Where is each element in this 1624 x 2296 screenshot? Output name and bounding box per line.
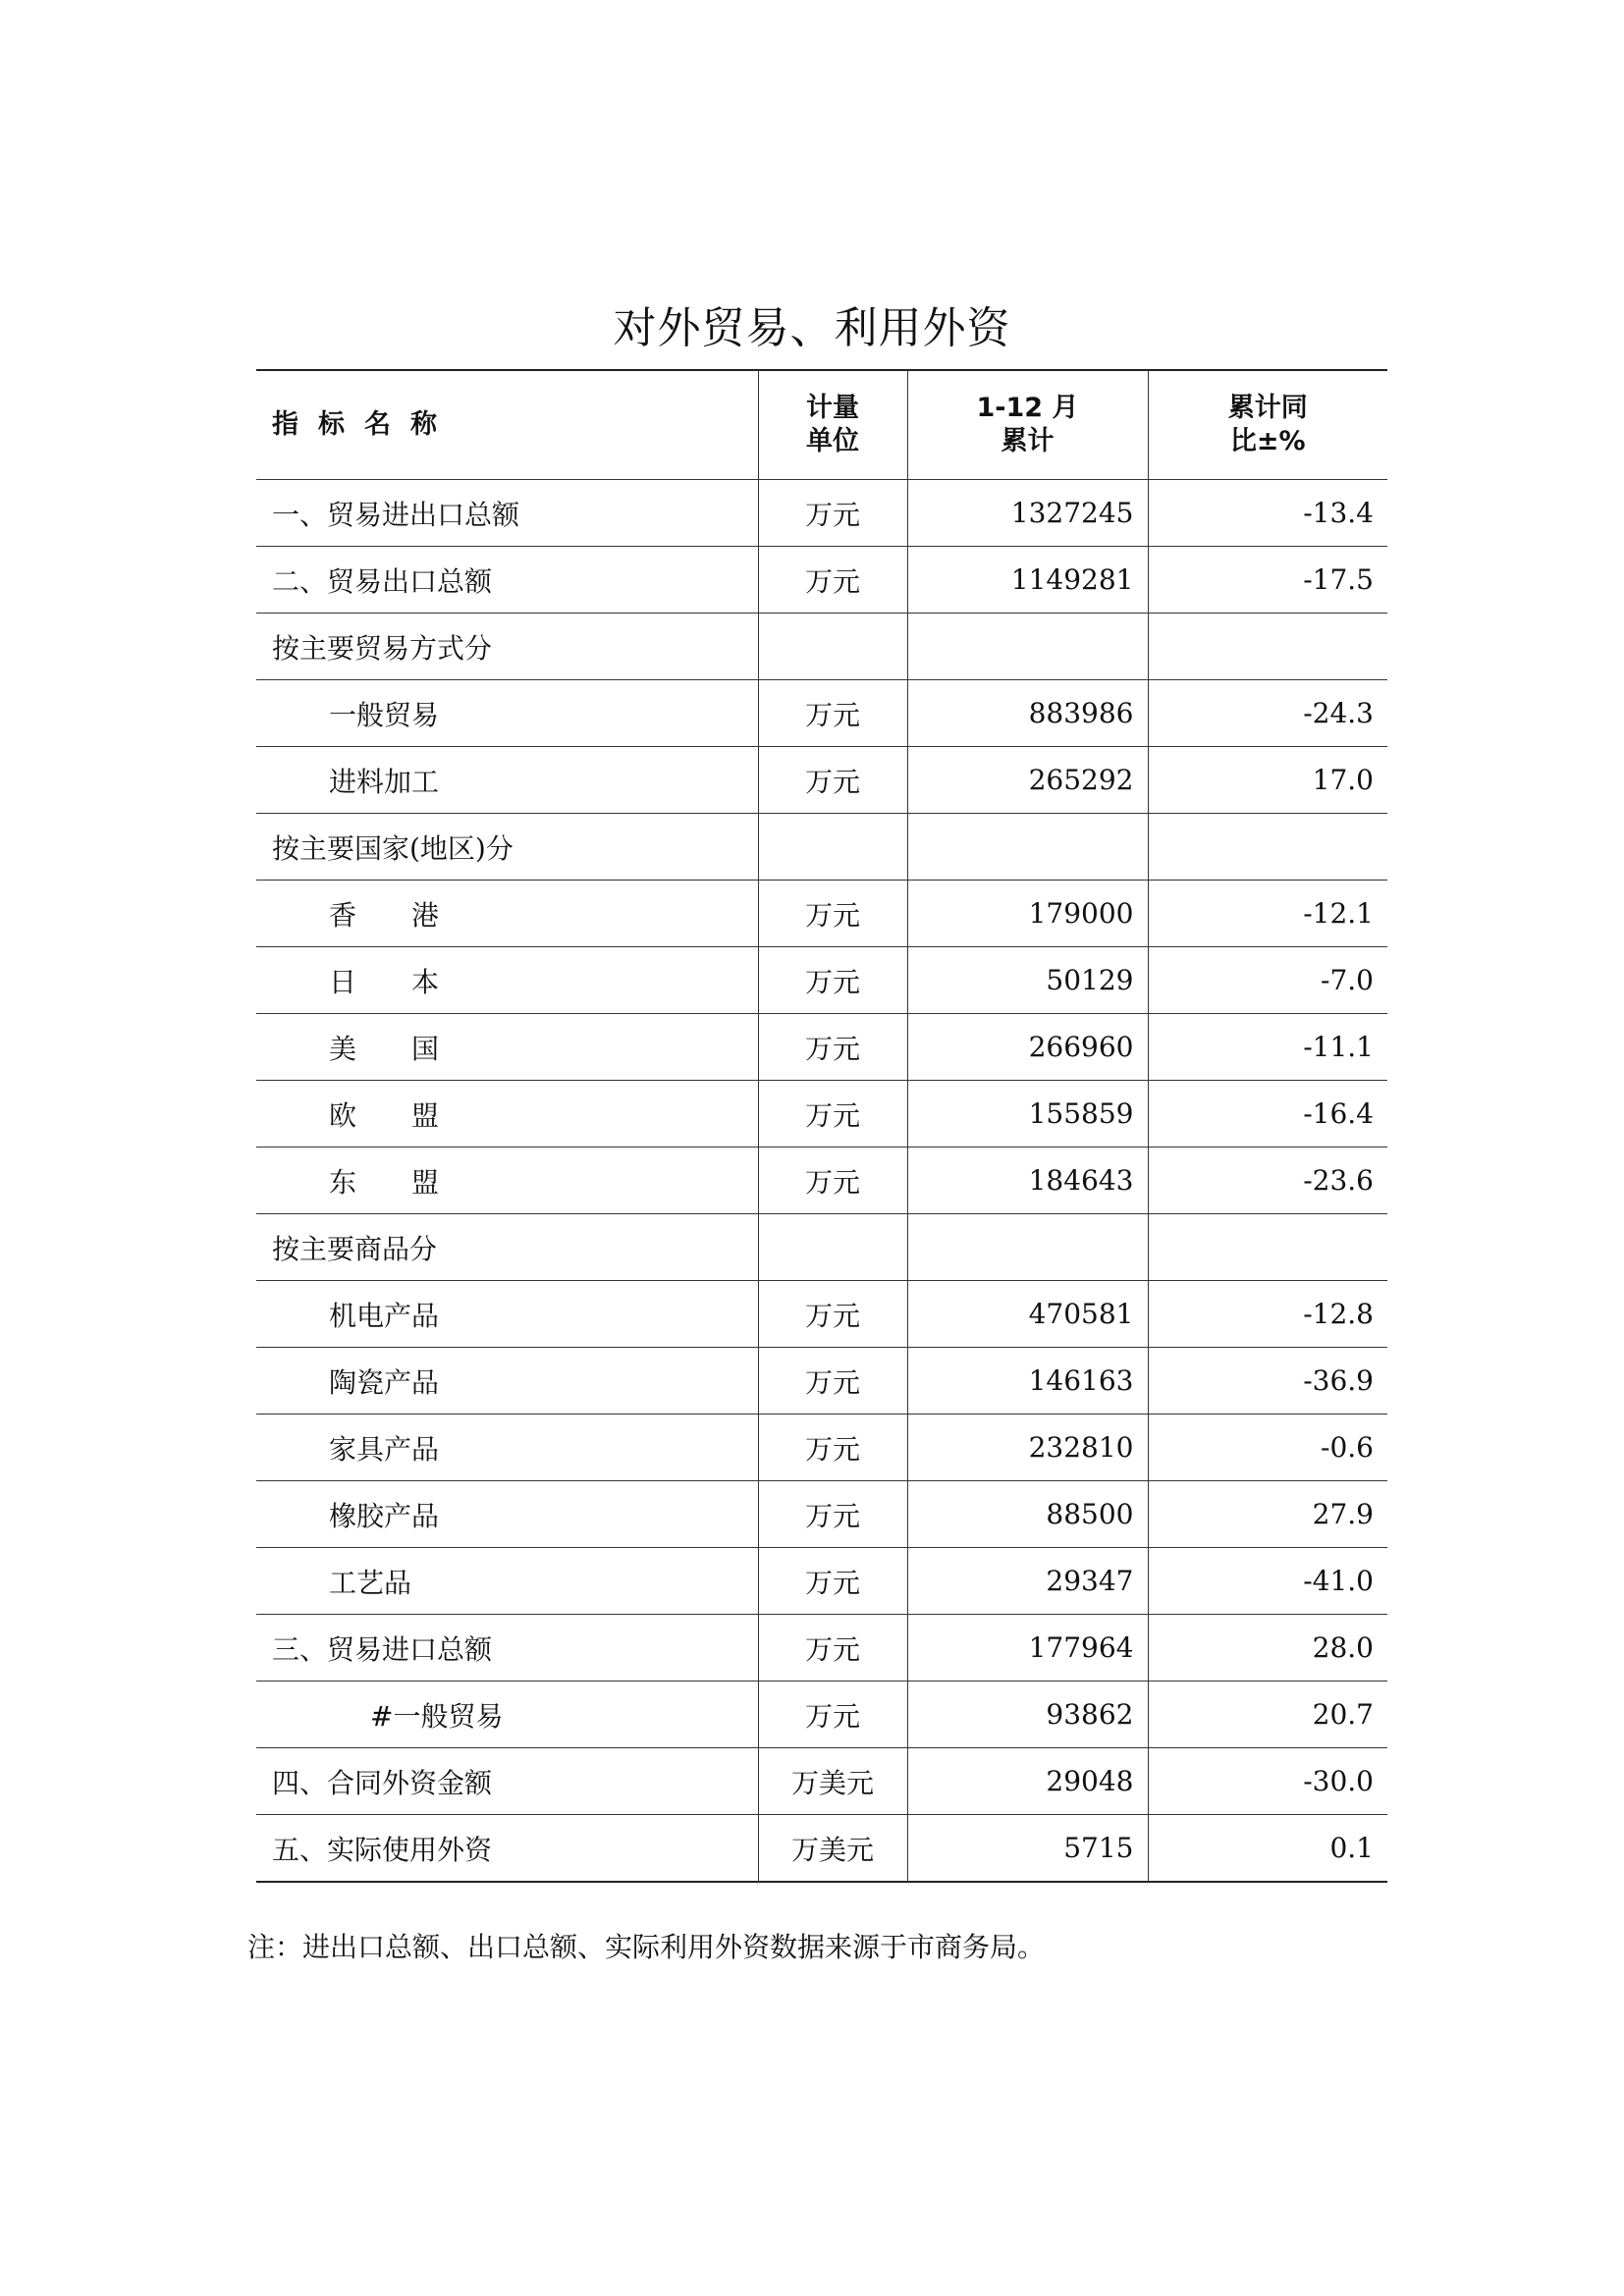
row-change: -36.9: [1148, 1348, 1387, 1415]
table-row: [256, 881, 1387, 947]
row-change: -13.4: [1148, 480, 1387, 547]
row-name: 进料加工: [256, 747, 758, 814]
row-name: 按主要贸易方式分: [256, 614, 758, 680]
table-row: [256, 680, 1387, 747]
row-unit: 万元: [758, 1548, 907, 1615]
table-row: [256, 1615, 1387, 1682]
table-row: [256, 1682, 1387, 1748]
header-unit: [758, 370, 907, 480]
row-name: 按主要国家(地区)分: [256, 814, 758, 881]
row-name: 欧 盟: [256, 1081, 758, 1148]
trade-table: [256, 369, 1387, 1883]
table-row: [256, 1481, 1387, 1548]
row-name: 橡胶产品: [256, 1481, 758, 1548]
row-name: 三、贸易进口总额: [256, 1615, 758, 1682]
table-row: [256, 480, 1387, 547]
row-unit: 万元: [758, 881, 907, 947]
table-row: [256, 1281, 1387, 1348]
row-unit: 万元: [758, 1481, 907, 1548]
row-change: -16.4: [1148, 1081, 1387, 1148]
row-change: 17.0: [1148, 747, 1387, 814]
table-row: [256, 1815, 1387, 1883]
row-unit: 万元: [758, 1415, 907, 1481]
row-value: 184643: [907, 1148, 1148, 1214]
row-value: 29347: [907, 1548, 1148, 1615]
row-unit: 万元: [758, 547, 907, 614]
row-value: [907, 614, 1148, 680]
row-name: 按主要商品分: [256, 1214, 758, 1281]
table-row: [256, 814, 1387, 881]
footnote: 注：进出口总额、出口总额、实际利用外资数据来源于市商务局。: [247, 1931, 1046, 1963]
row-change: 28.0: [1148, 1615, 1387, 1682]
row-value: 232810: [907, 1415, 1148, 1481]
row-value: [907, 1214, 1148, 1281]
row-change: [1148, 1214, 1387, 1281]
row-change: 0.1: [1148, 1815, 1387, 1883]
row-value: 883986: [907, 680, 1148, 747]
row-unit: 万元: [758, 1615, 907, 1682]
row-value: 1327245: [907, 480, 1148, 547]
row-change: -12.1: [1148, 881, 1387, 947]
row-value: 470581: [907, 1281, 1148, 1348]
table-row: [256, 947, 1387, 1014]
row-change: -30.0: [1148, 1748, 1387, 1815]
header-unit-line2: 单位: [806, 426, 859, 456]
row-unit: 万元: [758, 1148, 907, 1214]
table-row: [256, 1014, 1387, 1081]
table-row: [256, 1748, 1387, 1815]
table-row: [256, 614, 1387, 680]
row-unit: 万美元: [758, 1815, 907, 1883]
row-unit: 万元: [758, 1682, 907, 1748]
row-name: 家具产品: [256, 1415, 758, 1481]
row-name: 一、贸易进出口总额: [256, 480, 758, 547]
row-unit: 万元: [758, 1348, 907, 1415]
table-row: [256, 747, 1387, 814]
row-value: 29048: [907, 1748, 1148, 1815]
row-name: 机电产品: [256, 1281, 758, 1348]
row-unit: 万元: [758, 947, 907, 1014]
row-value: 146163: [907, 1348, 1148, 1415]
row-value: 179000: [907, 881, 1148, 947]
header-unit-line1: 计量: [806, 393, 859, 423]
row-unit: 万元: [758, 1081, 907, 1148]
row-unit: 万元: [758, 747, 907, 814]
row-unit: 万美元: [758, 1748, 907, 1815]
row-value: 5715: [907, 1815, 1148, 1883]
row-value: 155859: [907, 1081, 1148, 1148]
row-change: -41.0: [1148, 1548, 1387, 1615]
row-unit: [758, 814, 907, 881]
row-name: 日 本: [256, 947, 758, 1014]
header-value-line2: 累计: [1001, 426, 1055, 456]
header-change: [1148, 370, 1387, 480]
row-name: 工艺品: [256, 1548, 758, 1615]
table-row: [256, 547, 1387, 614]
table-row: [256, 1348, 1387, 1415]
row-change: -7.0: [1148, 947, 1387, 1014]
row-change: 20.7: [1148, 1682, 1387, 1748]
header-change-line1: 累计同: [1227, 393, 1308, 423]
header-value-line1: 1-12 月: [976, 393, 1079, 423]
row-change: -24.3: [1148, 680, 1387, 747]
row-unit: 万元: [758, 680, 907, 747]
row-change: 27.9: [1148, 1481, 1387, 1548]
row-name: #一般贸易: [256, 1682, 758, 1748]
table-row: [256, 1548, 1387, 1615]
row-change: -0.6: [1148, 1415, 1387, 1481]
row-change: -17.5: [1148, 547, 1387, 614]
row-unit: 万元: [758, 1014, 907, 1081]
row-unit: 万元: [758, 1281, 907, 1348]
row-value: 93862: [907, 1682, 1148, 1748]
row-name: 五、实际使用外资: [256, 1815, 758, 1883]
row-value: [907, 814, 1148, 881]
page-title: 对外贸易、利用外资: [613, 303, 1011, 353]
row-unit: [758, 1214, 907, 1281]
row-change: [1148, 614, 1387, 680]
header-value: [907, 370, 1148, 480]
row-name: 陶瓷产品: [256, 1348, 758, 1415]
row-value: 1149281: [907, 547, 1148, 614]
row-change: -23.6: [1148, 1148, 1387, 1214]
table-row: [256, 1081, 1387, 1148]
row-name: 东 盟: [256, 1148, 758, 1214]
row-name: 二、贸易出口总额: [256, 547, 758, 614]
row-value: 177964: [907, 1615, 1148, 1682]
row-change: -12.8: [1148, 1281, 1387, 1348]
row-change: -11.1: [1148, 1014, 1387, 1081]
row-change: [1148, 814, 1387, 881]
row-name: 四、合同外资金额: [256, 1748, 758, 1815]
header-name: 指标名称: [256, 370, 758, 480]
row-value: 266960: [907, 1014, 1148, 1081]
row-name: 香 港: [256, 881, 758, 947]
table-header-row: [256, 370, 1387, 480]
row-unit: [758, 614, 907, 680]
header-change-line2: 比±%: [1229, 426, 1306, 456]
row-unit: 万元: [758, 480, 907, 547]
row-value: 265292: [907, 747, 1148, 814]
table-row: [256, 1214, 1387, 1281]
row-value: 50129: [907, 947, 1148, 1014]
row-value: 88500: [907, 1481, 1148, 1548]
row-name: 一般贸易: [256, 680, 758, 747]
row-name: 美 国: [256, 1014, 758, 1081]
table-row: [256, 1148, 1387, 1214]
table-row: [256, 1415, 1387, 1481]
